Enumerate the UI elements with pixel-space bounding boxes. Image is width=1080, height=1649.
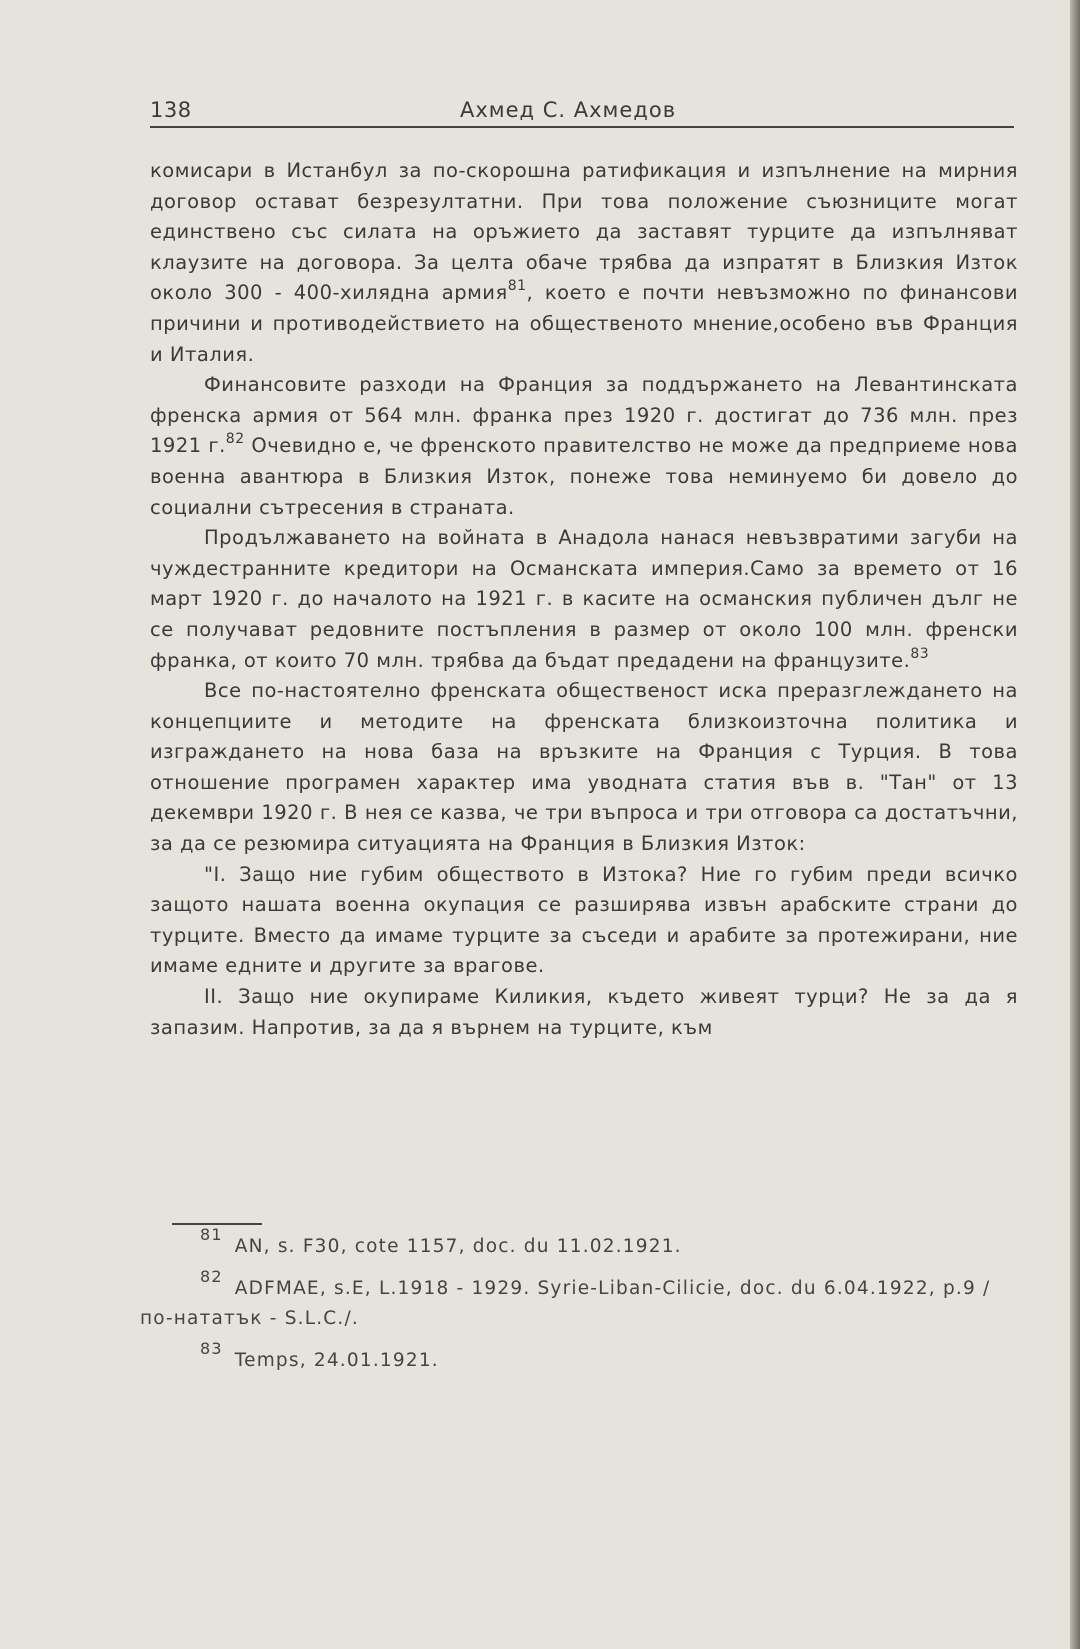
footnote-text: ADFMAE, s.E, L.1918 - 1929. Syrie-Liban-Cilicie, doc. du 6.04.1922, p.9 /по-нататък - S.L.C./. [140, 1278, 991, 1329]
footnotes [140, 1225, 1010, 1388]
footnote-text: AN, s. F30, cote 1157, doc. du 11.02.1921. [234, 1236, 682, 1257]
footnote-81: 81AN, s. F30, cote 1157, doc. du 11.02.1921. [200, 1225, 682, 1257]
footnote-ref: 83 [910, 645, 930, 662]
page-number: 138 [150, 98, 192, 122]
paragraph-6 [150, 982, 1018, 1043]
paragraph-text: Все по-настоятелно френската общественост иска преразглеждането на концепциите и методите на френската близкоизточна политика и изграждането на нова база на връзките на Франция с Турция. В това отношение програмен характер има уводната статия във в. "Тан" от 13 декември 1920 г. В нея се казва, че три въпроса и три отговора са достатъчни, за да се резюмира ситуацията на Франция в Близкия Изток: [150, 679, 1018, 856]
page-edge [1070, 0, 1080, 1649]
paragraph-5 [150, 860, 1018, 982]
paragraph-tail: , което е почти невъзможно по финансови причини и противодействието на общественото мнение,особено във Франция и Италия. [150, 281, 1018, 366]
paragraph-4 [150, 676, 1018, 860]
body-text [150, 156, 1018, 1043]
footnote-ref: 81 [507, 278, 527, 295]
paragraph-text: II. Защо ние окупираме Киликия, където живеят турци? Не за да я запазим. Напротив, за да я върнем на турците, към [150, 985, 1018, 1039]
paragraph-text: Продължаването на войната в Анадола нанася невъзвратими загуби на чуждестранните кредитори на Османската империя.Само за времето от 16 март 1920 г. до началото на 1921 г. в касите на османския публичен дълг не се получават редовните постъпления в размер от около 100 млн. френски франка, от които 70 млн. трябва да бъдат предадени на французите. [150, 526, 1018, 672]
footnote-83: 83Temps, 24.01.1921. [200, 1339, 439, 1371]
paragraph-1 [150, 156, 1018, 370]
paragraph-2 [150, 370, 1018, 523]
paragraph-3 [150, 523, 1018, 676]
paragraph-tail: Очевидно е, че френското правителство не може да предприеме нова военна авантюра в Близкия Изток, понеже това неминуемо би довело до социални сътресения в страната. [150, 434, 1018, 519]
footnote-ref: 82 [225, 431, 245, 448]
paragraph-text: Финансовите разходи на Франция за поддържането на Левантинската френска армия от 564 млн. франка през 1920 г. достигат до 736 млн. през 1921 г. [150, 373, 1018, 458]
footnote-text: Temps, 24.01.1921. [234, 1350, 439, 1371]
paragraph-text: комисари в Истанбул за по-скорошна ратификация и изпълнение на мирния договор остават безрезултатни. При това положение съюзниците могат единствено със силата на оръжието да заставят турците да изпълняват клаузите на договора. За целта обаче трябва да изпратят в Близкия Изток около 300 - 400-хилядна армия [150, 159, 1018, 305]
paragraph-text: "I. Защо ние губим обществото в Изтока? Ние го губим преди всичко защото нашата военна окупация се разширява извън арабските страни до турците. Вместо да имаме турците за съседи и арабите за протежирани, ние имаме едните и другите за врагове. [150, 862, 1018, 978]
page-header [150, 96, 1014, 128]
running-title: Ахмед С. Ахмедов [460, 98, 677, 122]
footnote-82: 82ADFMAE, s.E, L.1918 - 1929. Syrie-Liban-Cilicie, doc. du 6.04.1922, p.9 /по-нататък - S.L.C./. [140, 1267, 991, 1329]
